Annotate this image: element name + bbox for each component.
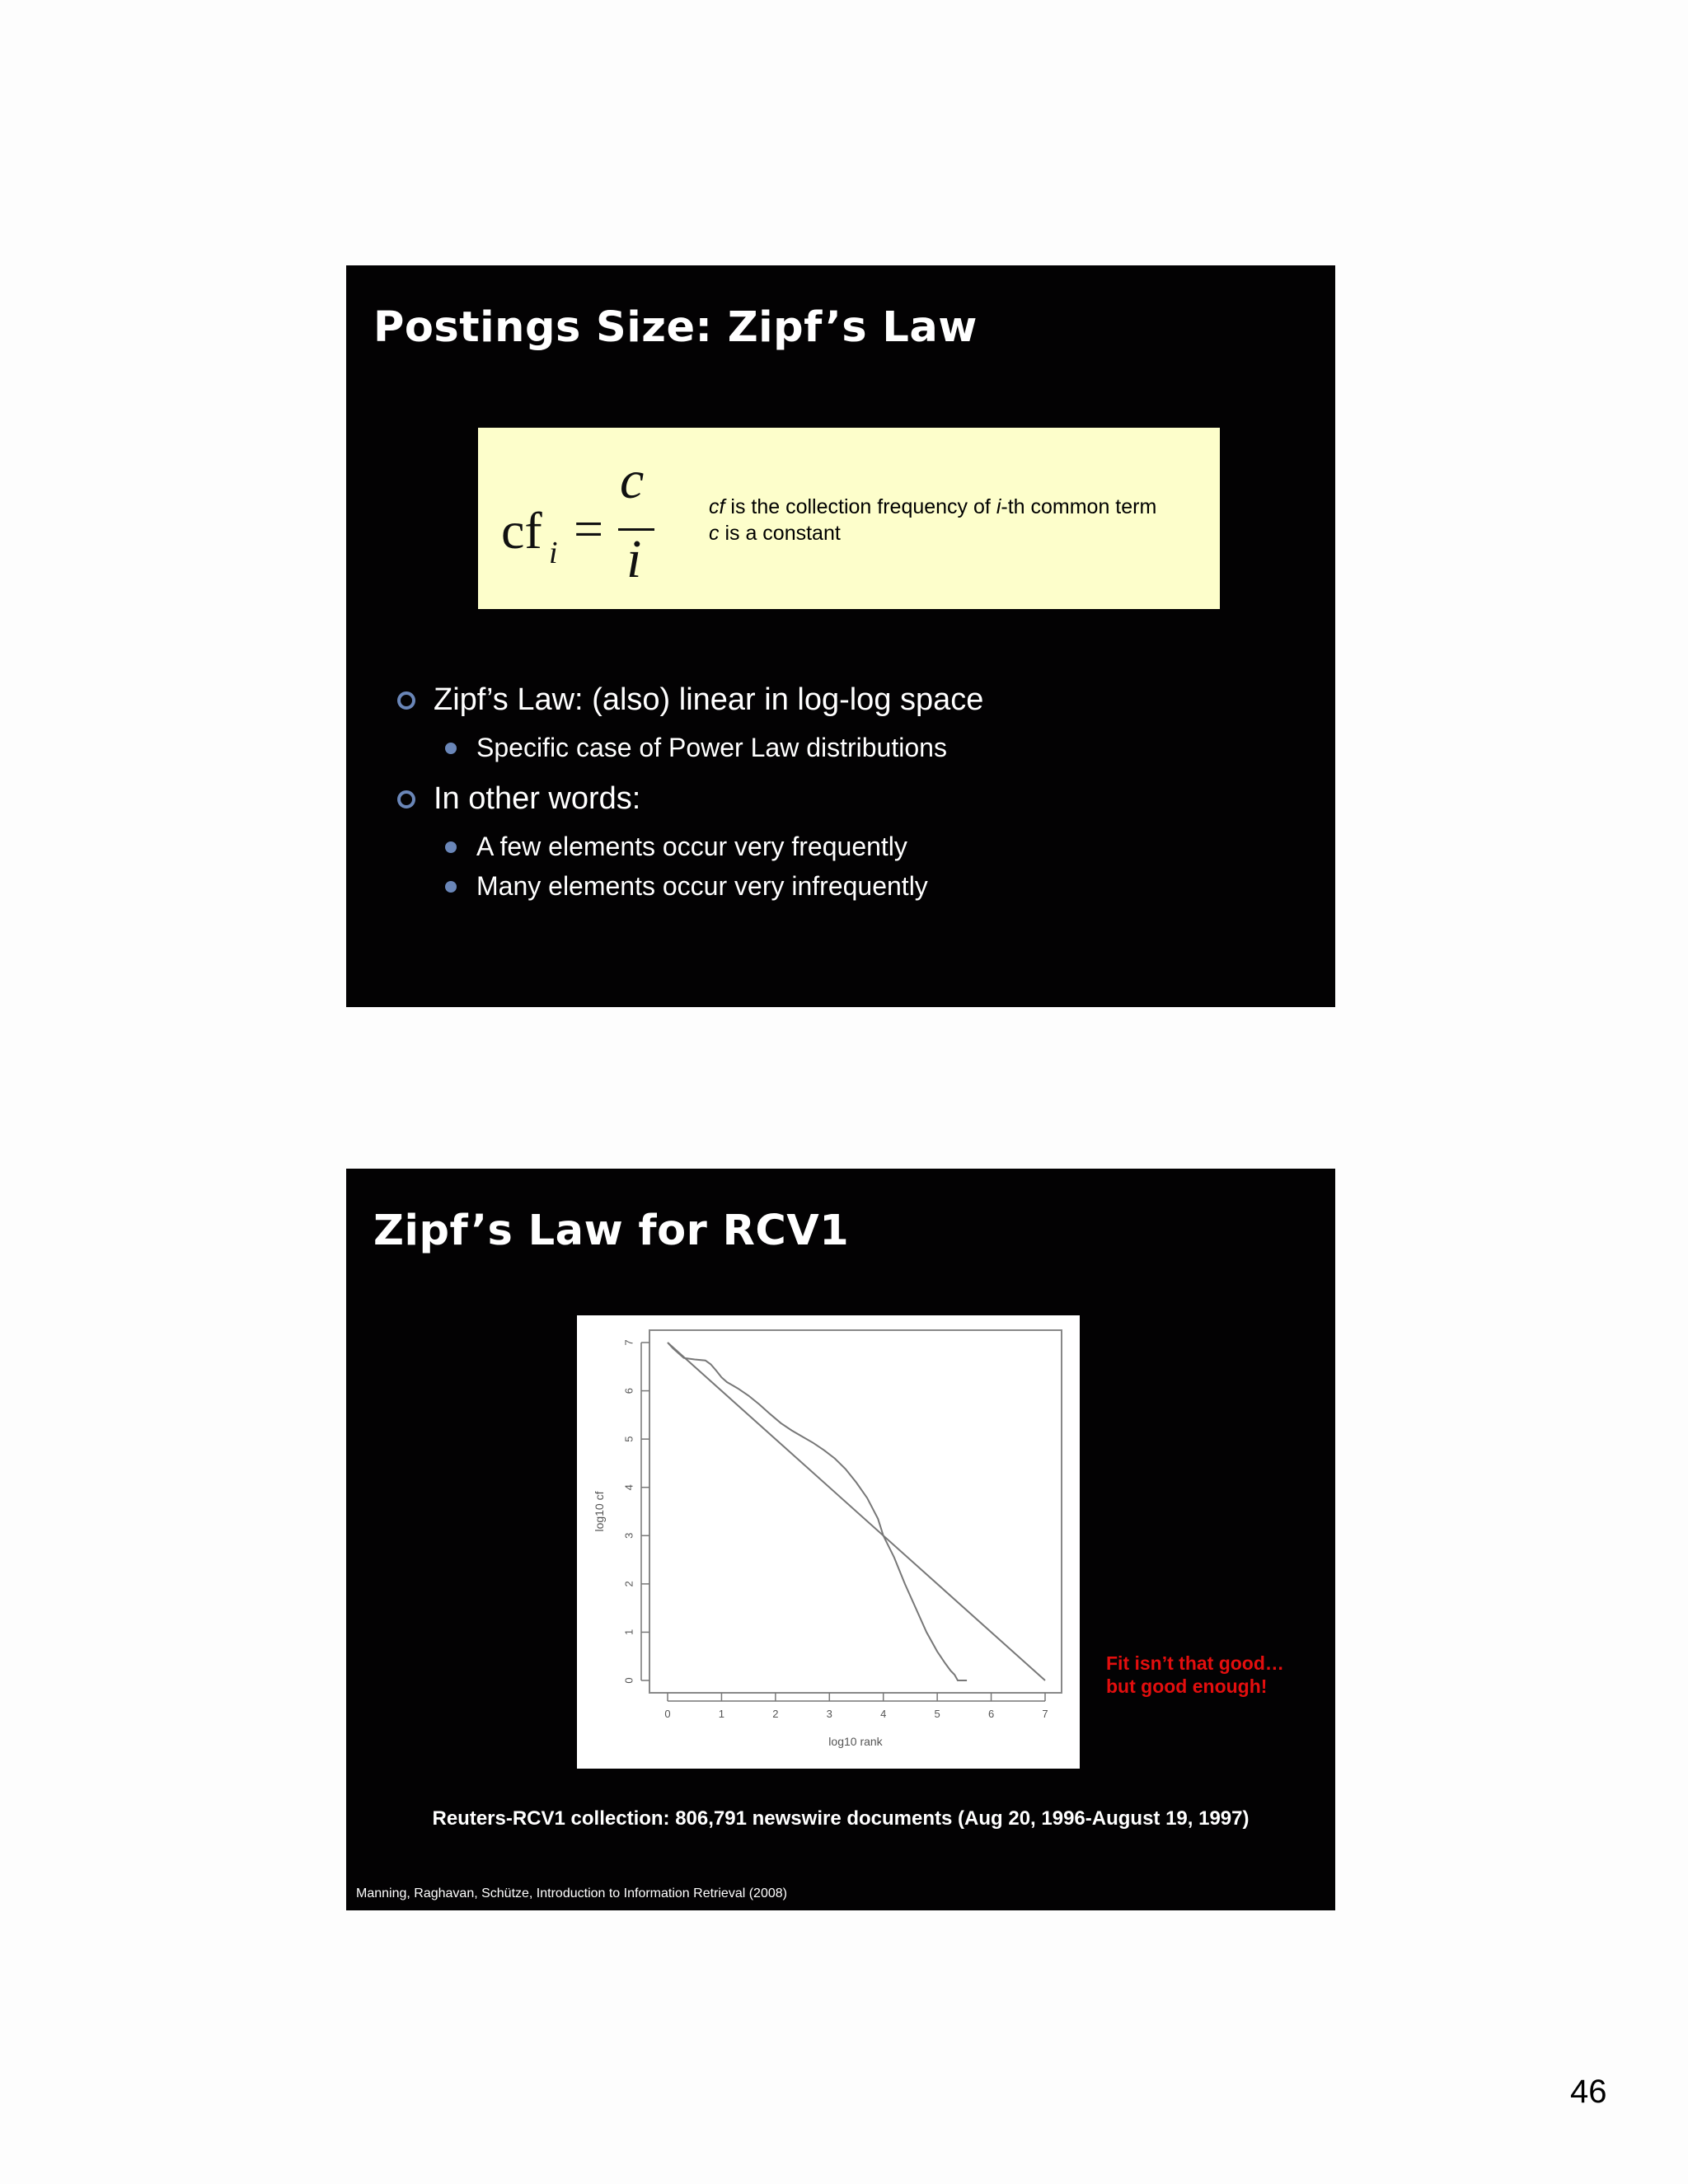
y-axis-label: log10 cf — [593, 1491, 606, 1532]
annotation-line-1: Fit isn’t that good… — [1106, 1652, 1284, 1674]
source-credit: Manning, Raghavan, Schütze, Introduction to Information Retrieval (2008) — [356, 1886, 787, 1900]
desc-text: -th common term — [1001, 495, 1157, 518]
bullet-item: Zipf’s Law: (also) linear in log-log space — [397, 682, 1304, 731]
x-tick-label: 1 — [718, 1708, 725, 1720]
zipf-chart — [577, 1315, 1080, 1769]
x-tick-label: 5 — [934, 1708, 940, 1720]
formula-numerator: c — [620, 450, 645, 510]
annotation-line-2: but good enough! — [1106, 1675, 1268, 1697]
formula-desc-line-2 — [709, 520, 1156, 546]
zipf-chart-svg — [577, 1315, 1080, 1769]
y-tick-label: 6 — [622, 1387, 635, 1394]
desc-text: is a constant — [719, 522, 841, 545]
desc-text: is the collection frequency of — [724, 495, 996, 518]
formula-description — [709, 494, 1156, 546]
formula-equals: = — [574, 499, 604, 558]
bullet-list — [397, 682, 1304, 909]
desc-term-cf: cf — [709, 495, 725, 518]
sub-bullet-item: A few elements occur very frequently — [397, 830, 1304, 869]
page-number: 46 — [1570, 2074, 1607, 2110]
desc-term-i: i — [996, 495, 1001, 518]
slide-title: Zipf’s Law for RCV1 — [373, 1207, 850, 1255]
bullet-item: In other words: — [397, 780, 1304, 830]
x-tick-label: 4 — [880, 1708, 887, 1720]
observed-curve — [668, 1343, 967, 1680]
x-tick-label: 6 — [987, 1708, 995, 1720]
sub-bullet-item: Many elements occur very infrequently — [397, 869, 1304, 909]
desc-term-c: c — [709, 522, 720, 545]
formula-box — [478, 428, 1220, 609]
y-tick-label: 0 — [622, 1677, 635, 1684]
fit-annotation — [1106, 1652, 1284, 1698]
x-tick-label: 7 — [1042, 1708, 1048, 1720]
sub-bullet-item: Specific case of Power Law distributions — [397, 731, 1304, 771]
slide-title: Postings Size: Zipf’s Law — [373, 303, 978, 352]
formula-denominator: i — [626, 529, 642, 589]
formula-lhs: cf — [501, 501, 542, 560]
y-tick-label: 1 — [622, 1629, 635, 1636]
y-tick-label: 7 — [622, 1339, 635, 1346]
fit-line — [668, 1343, 1045, 1680]
x-tick-label: 0 — [664, 1708, 671, 1720]
y-tick-label: 2 — [622, 1581, 635, 1587]
formula-subscript: i — [549, 536, 558, 570]
formula-desc-line-1 — [709, 494, 1156, 520]
x-axis-label: log10 rank — [828, 1735, 883, 1748]
zipf-formula — [501, 450, 666, 589]
x-tick-label: 3 — [826, 1708, 832, 1720]
slide-zipf-rcv1 — [346, 1169, 1335, 1910]
y-tick-label: 3 — [622, 1532, 635, 1539]
y-tick-label: 5 — [622, 1436, 635, 1442]
slide-postings-size — [346, 265, 1335, 1007]
y-tick-label: 4 — [622, 1484, 635, 1491]
collection-caption: Reuters-RCV1 collection: 806,791 newswire documents (Aug 20, 1996-August 19, 1997) — [432, 1807, 1250, 1830]
x-tick-label: 2 — [772, 1708, 779, 1720]
